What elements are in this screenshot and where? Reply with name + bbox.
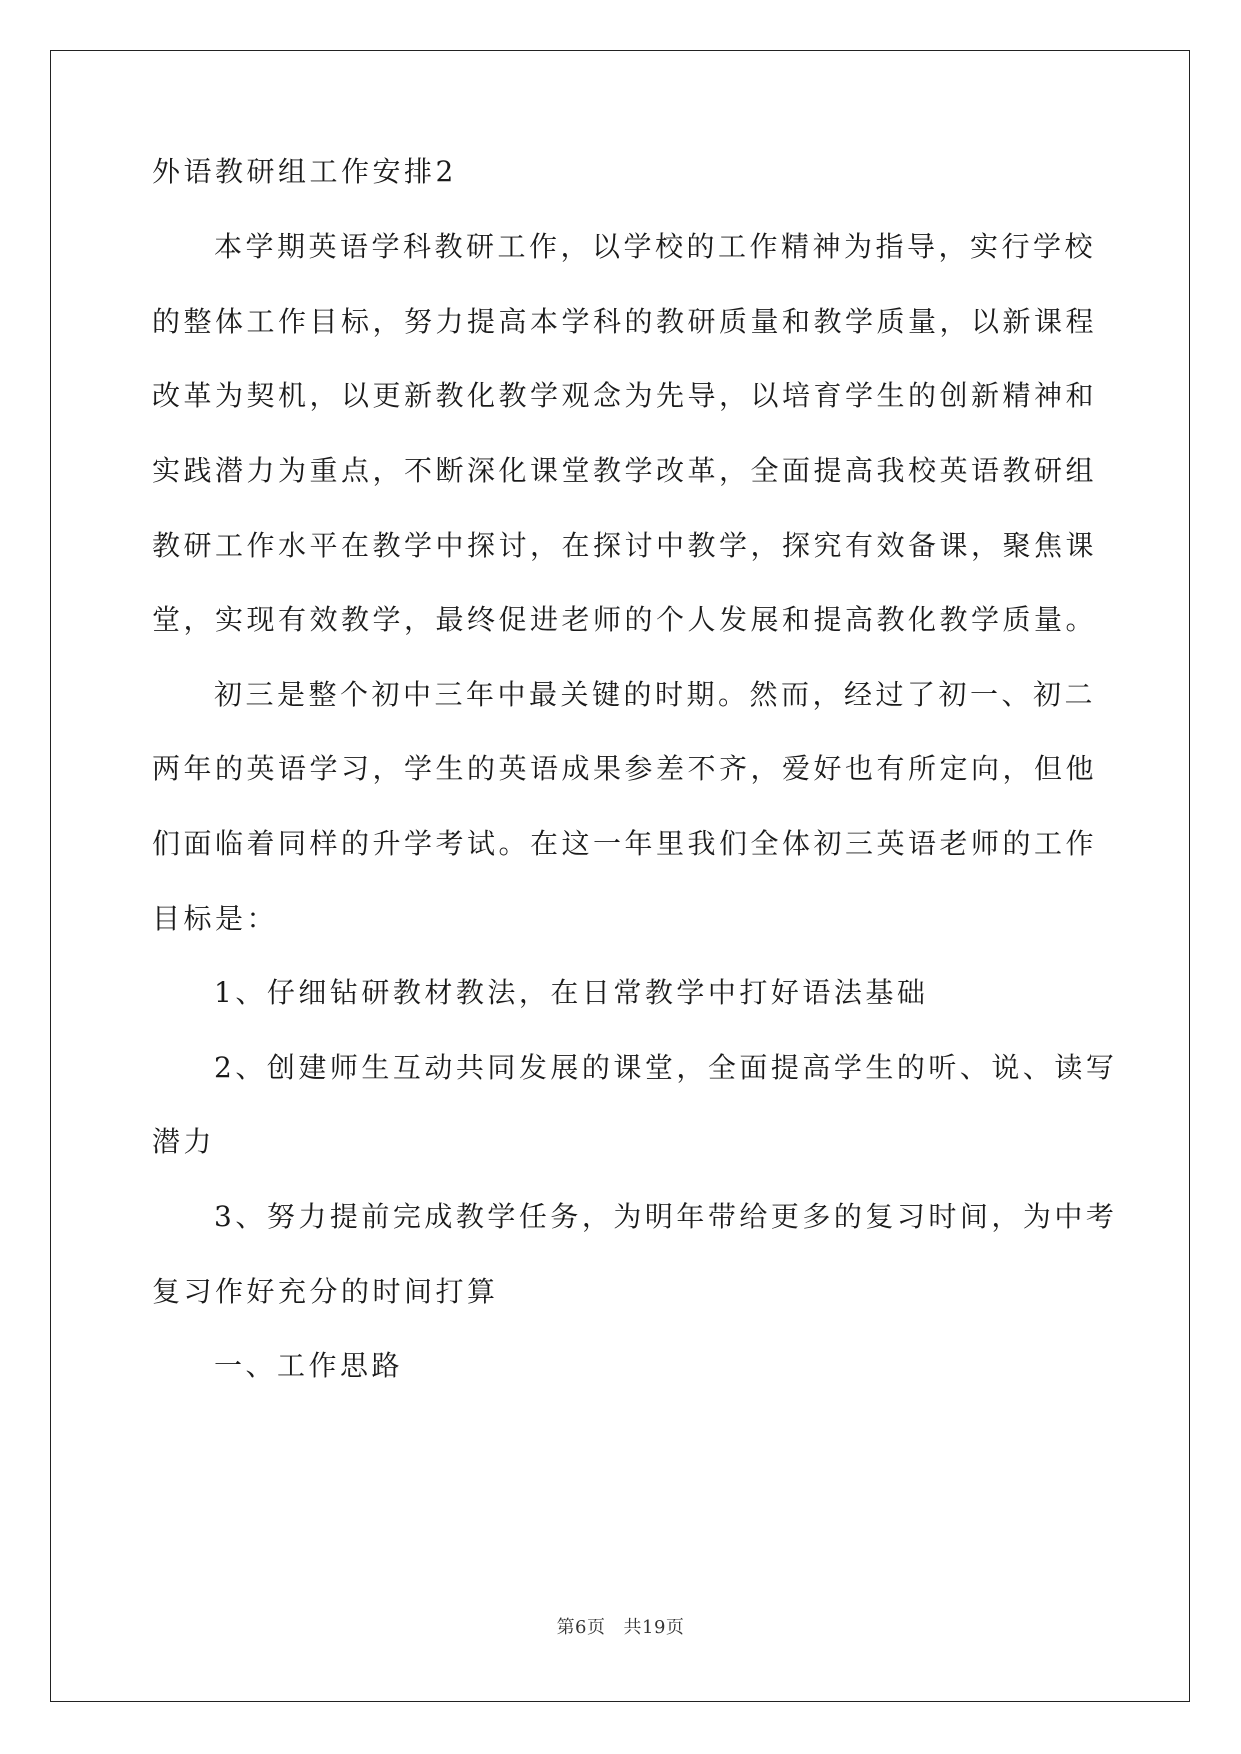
paragraph-1-line-3: 改革为契机，以更新教化教学观念为先导，以培育学生的创新精神和 (152, 379, 1098, 412)
list-item-1: 1、仔细钻研教材教法，在日常教学中打好语法基础 (214, 976, 929, 1009)
section-heading-work-ideas: 一、工作思路 (214, 1349, 404, 1382)
list-item-3-line-1: 3、努力提前完成教学任务，为明年带给更多的复习时间，为中考 (214, 1200, 1118, 1233)
list-item-3-line-2: 复习作好充分的时间打算 (152, 1275, 499, 1308)
paragraph-2-line-1: 初三是整个初中三年中最关键的时期。然而，经过了初一、初二 (214, 678, 1097, 711)
page-footer (0, 1615, 1241, 1641)
paragraph-1-line-4: 实践潜力为重点，不断深化课堂教学改革，全面提高我校英语教研组 (152, 454, 1098, 487)
paragraph-1-line-1: 本学期英语学科教研工作，以学校的工作精神为指导，实行学校 (214, 230, 1097, 263)
paragraph-2-line-2: 两年的英语学习，学生的英语成果参差不齐，爱好也有所定向，但他 (152, 752, 1098, 785)
page-number: 第6页 (556, 1617, 606, 1638)
paragraph-1-line-2: 的整体工作目标，努力提高本学科的教研质量和教学质量，以新课程 (152, 305, 1098, 338)
document-title: 外语教研组工作安排2 (152, 155, 457, 188)
paragraph-1-line-6: 堂，实现有效教学，最终促进老师的个人发展和提高教化教学质量。 (152, 603, 1098, 636)
paragraph-2-line-3: 们面临着同样的升学考试。在这一年里我们全体初三英语老师的工作 (152, 827, 1098, 860)
page-total: 共19页 (623, 1617, 685, 1638)
paragraph-2-line-4: 目标是： (152, 902, 279, 935)
list-item-2-line-1: 2、创建师生互动共同发展的课堂，全面提高学生的听、说、读写 (214, 1051, 1118, 1084)
list-item-2-line-2: 潜力 (152, 1125, 216, 1158)
paragraph-1-line-5: 教研工作水平在教学中探讨，在探讨中教学，探究有效备课，聚焦课 (152, 529, 1098, 562)
page-border (50, 50, 1190, 1702)
